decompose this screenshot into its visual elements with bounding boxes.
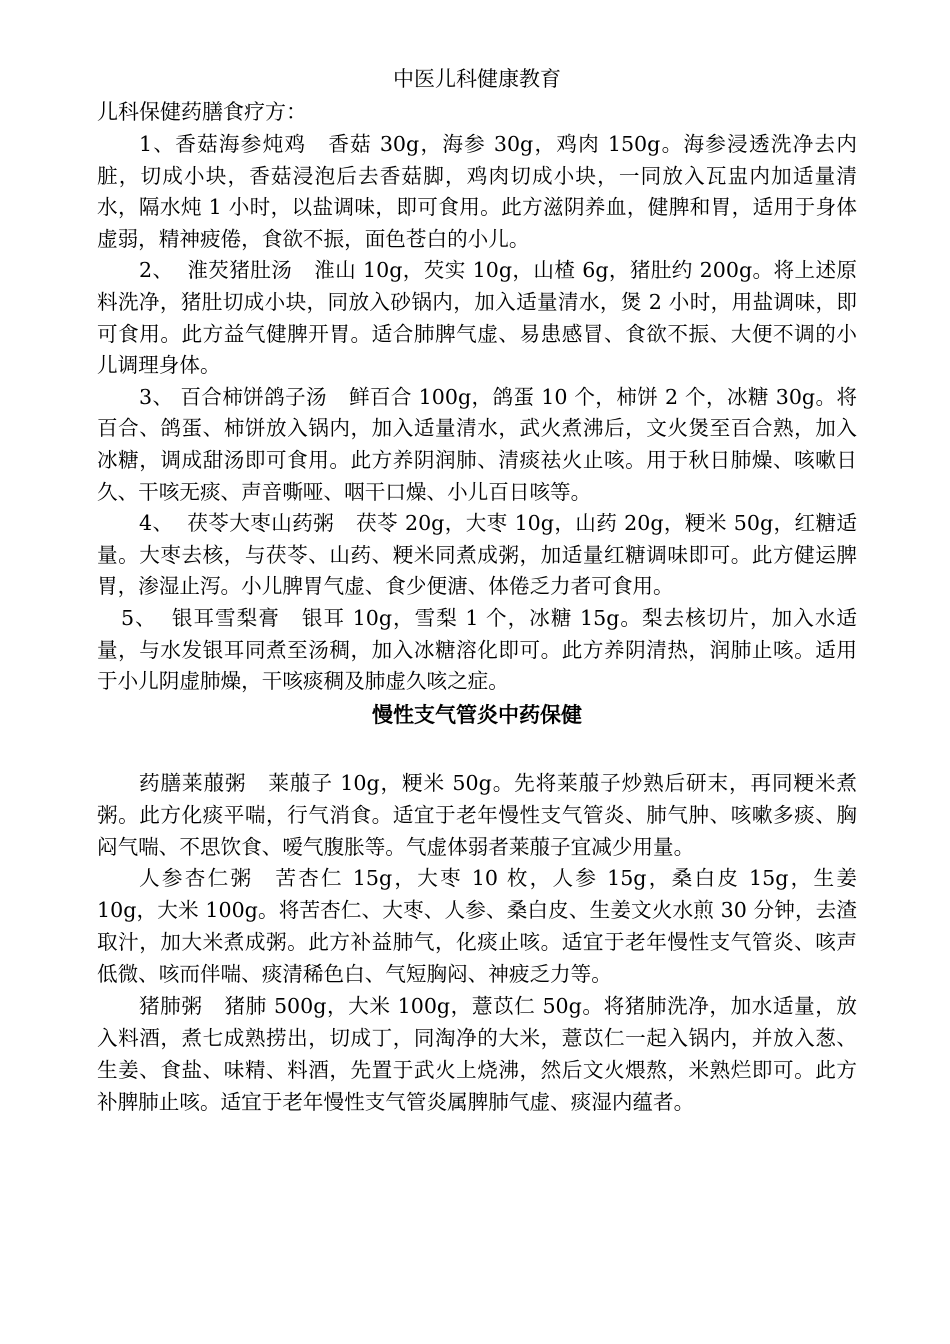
recipe-number: 4、 bbox=[139, 511, 174, 536]
document-title: 中医儿科健康教育 bbox=[393, 67, 561, 91]
recipe-text: 鲜百合 100g，鸽蛋 10 个，柿饼 2 个，冰糖 30g。将百合、鸽蛋、柿饼放入锅内，加入适量清水，武火煮沸后，文火煲至百合熟，加入冰糖，调成甜汤即可食用。此方养阴润肺、清痰祛火止咳。用于秋日肺燥、咳嗽日久、干咳无痰、声音嘶哑、咽干口燥、小儿百日咳等。 bbox=[97, 384, 857, 504]
recipe-name: 银耳雪梨膏 bbox=[171, 605, 280, 630]
recipe-paragraph bbox=[97, 382, 857, 508]
recipe-paragraph bbox=[97, 863, 857, 991]
recipe-text: 香菇 30g，海参 30g，鸡肉 150g。海参浸透洗净去内脏，切成小块，香菇浸泡后去香菇脚，鸡肉切成小块，一同放入瓦盅内加适量清水，隔水炖 1 小时，以盐调味，即可食用。此方滋阴养血，健脾和胃，适用于身体虚弱，精神疲倦，食欲不振，面色苍白的小儿。 bbox=[97, 132, 857, 251]
recipe-paragraph bbox=[97, 129, 857, 255]
recipe-text: 淮山 10g，芡实 10g，山楂 6g，猪肚约 200g。将上述原料洗净，猪肚切成小块，同放入砂锅内，加入适量清水，煲 2 小时，用盐调味，即可食用。此方益气健脾开胃。适合肺脾气虚、易患感冒、食欲不振、大便不调的小儿调理身体。 bbox=[97, 258, 858, 378]
recipe-number: 5、 bbox=[121, 605, 157, 630]
recipe-name: 人参杏仁粥 bbox=[139, 866, 254, 891]
recipe-number: 3、 bbox=[139, 384, 174, 409]
recipe-paragraph bbox=[97, 603, 857, 698]
recipe-number: 2、 bbox=[139, 258, 174, 283]
recipe-text: 莱菔子 10g，粳米 50g。先将莱菔子炒熟后研末，再同粳米煮粥。此方化痰平喘，行气消食。适宜于老年慢性支气管炎、肺气肿、咳嗽多痰、胸闷气喘、不思饮食、嗳气腹胀等。气虚体弱者莱菔子宜减少用量。 bbox=[97, 770, 857, 859]
recipe-paragraph bbox=[97, 991, 857, 1119]
recipe-name: 茯苓大枣山药粥 bbox=[187, 511, 335, 536]
document-page bbox=[97, 62, 857, 1119]
recipe-paragraph bbox=[97, 508, 857, 603]
recipe-name: 淮芡猪肚汤 bbox=[187, 258, 293, 283]
bronchitis-section-heading: 慢性支气管炎中药保健 bbox=[372, 701, 582, 727]
recipe-name: 香菇海参炖鸡 bbox=[175, 132, 307, 156]
recipe-name: 猪肺粥 bbox=[139, 994, 203, 1019]
pediatric-section-heading: 儿科保健药膳食疗方： bbox=[97, 100, 307, 124]
recipe-text: 茯苓 20g，大枣 10g，山药 20g，粳米 50g，红糖适量。大枣去核，与茯苓、山药、粳米同煮成粥，加适量红糖调味即可。此方健运脾胃，渗湿止泻。小儿脾胃气虚、食少便溏、体倦乏力者可食用。 bbox=[97, 511, 858, 599]
recipe-text: 猪肺 500g，大米 100g，薏苡仁 50g。将猪肺洗净，加水适量，放入料酒，煮七成熟捞出，切成丁，同淘净的大米，薏苡仁一起入锅内，并放入葱、生姜、食盐、味精、料酒，先置于武火上烧沸，然后文火煨熬，米熟烂即可。此方补脾肺止咳。适宜于老年慢性支气管炎属脾肺气虚、痰湿内蕴者。 bbox=[97, 994, 857, 1114]
recipe-number: 1、 bbox=[139, 132, 176, 156]
recipe-name: 药膳莱菔粥 bbox=[139, 770, 247, 795]
recipe-name: 百合柿饼鸽子汤 bbox=[180, 384, 327, 409]
recipe-paragraph bbox=[97, 768, 857, 864]
recipe-text: 苦杏仁 15g，大枣 10 枚，人参 15g，桑白皮 15g，生姜 10g，大米 100g。将苦杏仁、大枣、人参、桑白皮、生姜文火水煎 30 分钟，去渣取汁，加大米煮成粥。此方补益肺气，化痰止咳。适宜于老年慢性支气管炎、咳声低微、咳而伴喘、痰清稀色白、气短胸闷、神疲乏力等。 bbox=[97, 866, 857, 987]
recipe-text: 银耳 10g，雪梨 1 个，冰糖 15g。梨去核切片，加入水适量，与水发银耳同煮至汤稠，加入冰糖溶化即可。此方养阴清热，润肺止咳。适用于小儿阴虚肺燥，干咳痰稠及肺虚久咳之症。 bbox=[97, 605, 858, 694]
recipe-paragraph bbox=[97, 255, 857, 381]
